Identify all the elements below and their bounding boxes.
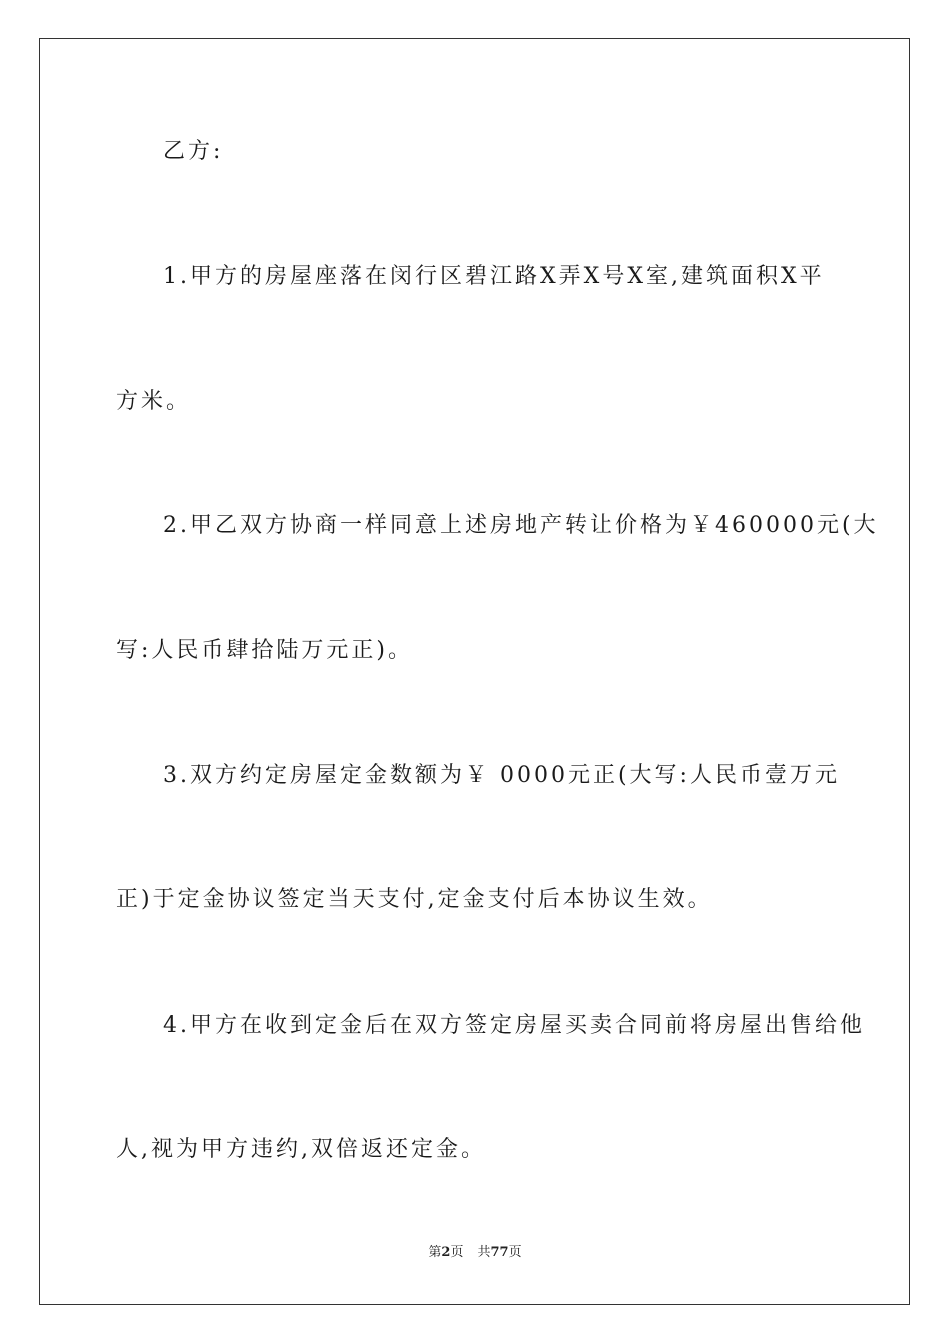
total-prefix: 共 bbox=[477, 1245, 491, 1260]
paragraph-4-line-2: 人,视为甲方违约,双倍返还定金。 bbox=[116, 1137, 486, 1162]
page-suffix: 页 bbox=[450, 1245, 464, 1260]
party-b-label: 乙方: bbox=[163, 139, 224, 164]
paragraph-2-line-2: 写:人民币肆拾陆万元正)。 bbox=[116, 638, 413, 663]
total-suffix: 页 bbox=[508, 1245, 522, 1260]
page-footer bbox=[0, 1244, 950, 1262]
total-pages: 77 bbox=[490, 1245, 509, 1260]
paragraph-2-line-1: 2.甲乙双方协商一样同意上述房地产转让价格为￥460000元(大 bbox=[163, 513, 879, 538]
page-border bbox=[39, 38, 910, 1305]
page-prefix: 第 bbox=[428, 1245, 442, 1260]
paragraph-4-line-1: 4.甲方在收到定金后在双方签定房屋买卖合同前将房屋出售给他 bbox=[163, 1013, 865, 1038]
paragraph-3-line-2: 正)于定金协议签定当天支付,定金支付后本协议生效。 bbox=[116, 887, 713, 912]
paragraph-1-line-2: 方米。 bbox=[116, 389, 192, 414]
paragraph-1-line-1: 1.甲方的房屋座落在闵行区碧江路X弄X号X室,建筑面积X平 bbox=[163, 264, 825, 289]
paragraph-3-line-1: 3.双方约定房屋定金数额为￥ 0000元正(大写:人民币壹万元 bbox=[163, 763, 840, 788]
page-number: 2 bbox=[441, 1245, 451, 1260]
